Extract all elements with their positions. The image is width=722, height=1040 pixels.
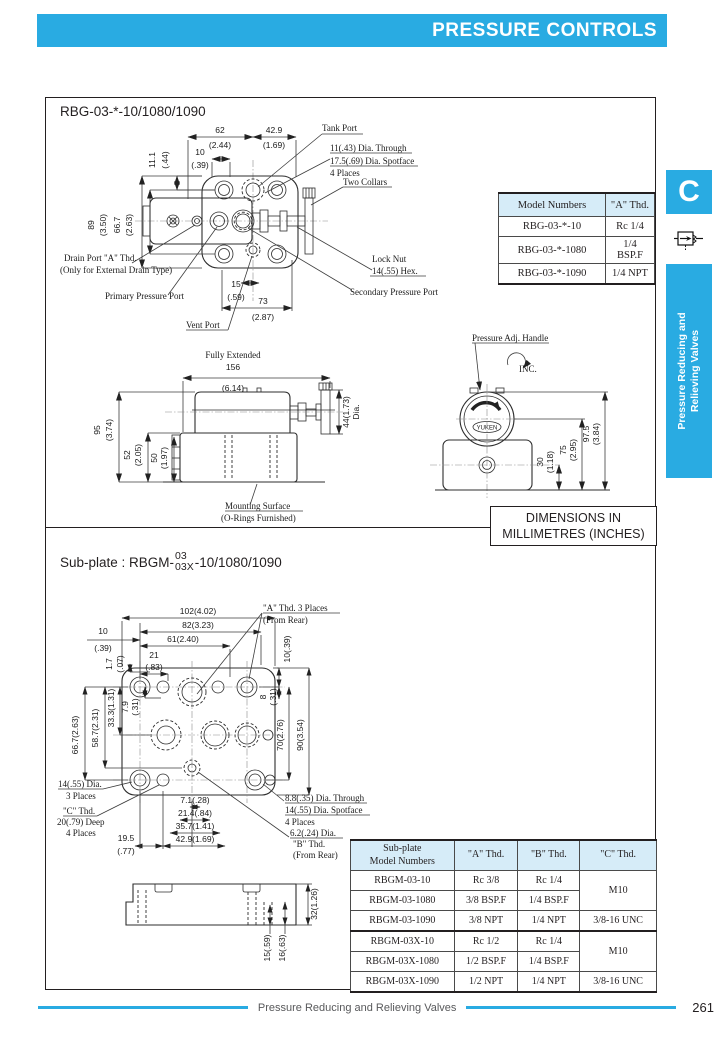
dim-label: 10 [195,147,205,157]
valve-side-view-drawing [85,348,385,526]
dim-label: 42.9(1.69) [175,834,215,844]
dim-label: (.44) [160,151,170,169]
a-thd-cell: 1/4 NPT [606,264,655,285]
dimensions-note-box [490,506,657,546]
model-cell: RBG-03-*-1090 [499,264,606,285]
section-letter-badge: C [666,170,712,214]
dim-label: 1.7 [104,658,114,670]
dim-label: 32(1.26) [309,888,319,920]
b-thd-cell: Rc 1/4 [518,931,580,952]
subplate-title-stack-top: 03 [175,550,187,562]
model-table-header-a-thd: "A" Thd. [606,193,655,217]
dim-label: 89 [86,220,96,230]
dim-label: (.31) [268,688,278,706]
dim-label: (2.95) [568,438,578,462]
valve-symbol-icon [666,216,712,262]
footer-rule-left [38,1006,248,1009]
page-number: 261 [692,1000,714,1015]
dim-label: (.59) [227,292,245,302]
dim-label: 11.1 [147,152,157,168]
callout-label: 11(.43) Dia. Through [330,143,407,153]
subplate-title-stack-bottom: 03X [175,561,194,574]
dim-label: 7.1(.28) [180,795,210,805]
dim-label: (2.63) [124,213,134,237]
table-row [499,217,655,237]
dim-label: (.83) [145,662,163,672]
sidebar-tab-pressure-reducing[interactable] [666,264,712,478]
dim-label: (3.84) [591,422,601,446]
dim-label: 61(2.40) [167,634,199,644]
dim-label: 19.5 [117,833,135,843]
footer-rule-right [466,1006,676,1009]
dim-label: 82(3.23) [182,620,214,630]
a-thd-cell: Rc 3/8 [454,871,518,891]
table-row [351,972,657,993]
dim-label: 44(1.73) [341,396,351,428]
dim-label: (1.18) [545,450,555,474]
dim-label: (2.05) [133,443,143,467]
callout-label: 17.5(.69) Dia. Spotface [330,156,415,166]
model-table-header-models: Model Numbers [499,193,606,217]
callout-label: 6.2(.24) Dia. [290,828,336,838]
b-thd-cell: 1/4 NPT [518,972,580,993]
dim-label: (6.14) [221,383,245,393]
brand-label: YUKEN [476,425,498,432]
callout-label: (From Rear) [263,615,308,625]
callout-label: Vent Port [186,320,220,330]
sidebar-tab-label-line2: Relieving Valves [689,329,701,413]
callout-label: 4 Places [66,828,96,838]
dim-label: 42.9 [265,125,283,135]
dim-label: 52 [122,450,132,460]
callout-label: "A" Thd. 3 Places [263,603,328,613]
c-thd-cell: 3/8-16 UNC [580,972,657,993]
model-cell: RBGM-03-1090 [351,911,455,932]
table-row [351,931,657,952]
a-thd-cell: Rc 1/4 [606,217,655,237]
a-thd-cell: 3/8 NPT [454,911,518,932]
table-row [351,871,657,891]
model-cell: RBGM-03X-1080 [351,952,455,972]
callout-label: 8.8(.35) Dia. Through [285,793,365,803]
callout-label: 14(.55) Dia. [58,779,102,789]
subplate-table-header-c: "C" Thd. [580,840,657,871]
dim-label: 8 [258,694,268,700]
footer-section-label: Pressure Reducing and Relieving Valves [257,1001,457,1014]
subplate-table-header-a: "A" Thd. [454,840,518,871]
dim-label: 102(4.02) [179,606,217,616]
dim-label: 95 [92,425,102,435]
callout-label: Tank Port [322,123,358,133]
a-thd-cell: 3/8 BSP.F [454,891,518,911]
a-thd-cell: 1/4 BSP.F [606,237,655,264]
table-row [351,911,657,932]
callout-label: "B" Thd. [293,839,326,849]
dim-label: 21.4(.84) [177,808,213,818]
dim-label: 58.7(2.31) [90,708,100,748]
dim-label: 10(.39) [282,635,292,663]
callout-label: (O-Rings Furnished) [221,513,296,523]
model-table [498,192,655,285]
dim-label: (.77) [117,846,135,856]
dim-label: (3.50) [98,213,108,237]
model-cell: RBGM-03-10 [351,871,455,891]
dim-label: 97.5 [581,425,591,443]
b-thd-cell: 1/4 BSP.F [518,891,580,911]
callout-label: Lock Nut [372,254,407,264]
dim-label: 66.7(2.63) [70,715,80,755]
callout-label: Mounting Surface [225,501,291,511]
model-cell: RBGM-03X-10 [351,931,455,952]
dim-label: Dia. [351,404,361,420]
callout-label: 3 Places [66,791,96,801]
sidebar-tab-label-line1: Pressure Reducing and [676,312,689,430]
dim-label: 15(.59) [262,934,272,962]
dim-label: 7.9 [120,701,130,713]
dim-label: 10 [98,626,108,636]
dim-label: (3.74) [104,418,114,442]
callout-label: Primary Pressure Port [105,291,184,301]
b-thd-cell: 1/4 NPT [518,911,580,932]
valve-model-title: RBG-03-*-10/1080/1090 [60,104,206,119]
dim-label: (1.97) [159,446,169,470]
callout-label: Two Collars [343,177,388,187]
subplate-plan-drawing [55,595,375,875]
model-cell: RBGM-03X-1090 [351,972,455,993]
dim-label: 30 [535,457,545,467]
model-cell: RBG-03-*-10 [499,217,606,237]
callout-label: 14(.55) Hex. [372,266,418,276]
dim-label: (.39) [191,160,209,170]
dim-label: 75 [558,445,568,455]
mounting-bolt-holes [215,181,286,263]
c-thd-cell: M10 [580,871,657,911]
subplate-title-suffix: -10/1080/1090 [194,554,282,570]
dim-label: 90(3.54) [295,719,305,751]
dim-label: 70(2.76) [275,719,285,751]
callout-label: 14(.55) Dia. Spotface [285,805,363,815]
dim-label: 50 [149,453,159,463]
dim-label: 66.7 [112,216,122,234]
valve-top-view-drawing [60,115,480,350]
callout-label: 4 Places [330,168,360,178]
dim-label: 21 [149,650,159,660]
table-row [499,237,655,264]
dim-label: 73 [258,296,268,306]
page-footer [38,1000,714,1015]
c-thd-cell: M10 [580,931,657,972]
model-cell: RBG-03-*-1080 [499,237,606,264]
handwheel-side [290,383,332,434]
valve-front-view-drawing [420,328,655,508]
callout-label: (Only for External Drain Type) [60,265,173,275]
dim-label: 35.7(1.41) [175,821,215,831]
b-thd-cell: Rc 1/4 [518,871,580,891]
dimensions-note-line1: DIMENSIONS IN [525,510,622,525]
callout-label: 4 Places [285,817,315,827]
callout-label: (From Rear) [293,850,338,860]
callout-label: Fully Extended [205,350,261,360]
dim-label: (2.87) [251,312,275,322]
dim-label: 62 [215,125,225,135]
callout-label: 20(.79) Deep [57,817,105,827]
callout-label: Secondary Pressure Port [350,287,438,297]
dim-label: 16(.63) [277,934,287,962]
page-header-bar: PRESSURE CONTROLS [37,14,667,47]
a-thd-cell: 1/2 NPT [454,972,518,993]
subplate-title-prefix: Sub-plate : RBGM- [60,554,175,570]
table-row [499,264,655,285]
model-cell: RBGM-03-1080 [351,891,455,911]
dim-label: 15 [231,279,241,289]
callout-label: Drain Port "A" Thd. [64,253,137,263]
subplate-title [60,551,282,573]
c-thd-cell: 3/8-16 UNC [580,911,657,932]
dimensions-note-line2: MILLIMETRES (INCHES) [502,527,645,541]
dim-label: (1.69) [262,140,286,150]
dim-label: (.39) [94,643,112,653]
subplate-table [350,839,657,993]
a-thd-cell: Rc 1/2 [454,931,518,952]
dim-label: 156 [225,362,241,372]
callout-label: "C" Thd. [63,806,96,816]
dim-label: (.31) [130,698,140,716]
callout-label: INC. [519,364,537,374]
dim-label: (.07) [115,655,125,673]
b-thd-cell: 1/4 BSP.F [518,952,580,972]
dim-label: (2.44) [208,140,232,150]
subplate-table-header-models: Sub-plate Model Numbers [351,840,455,871]
a-thd-cell: 1/2 BSP.F [454,952,518,972]
subplate-table-header-b: "B" Thd. [518,840,580,871]
dim-label: 33.3(1.31) [106,688,116,728]
subplate-side-drawing [100,878,340,978]
callout-label: Pressure Adj. Handle [472,333,549,343]
